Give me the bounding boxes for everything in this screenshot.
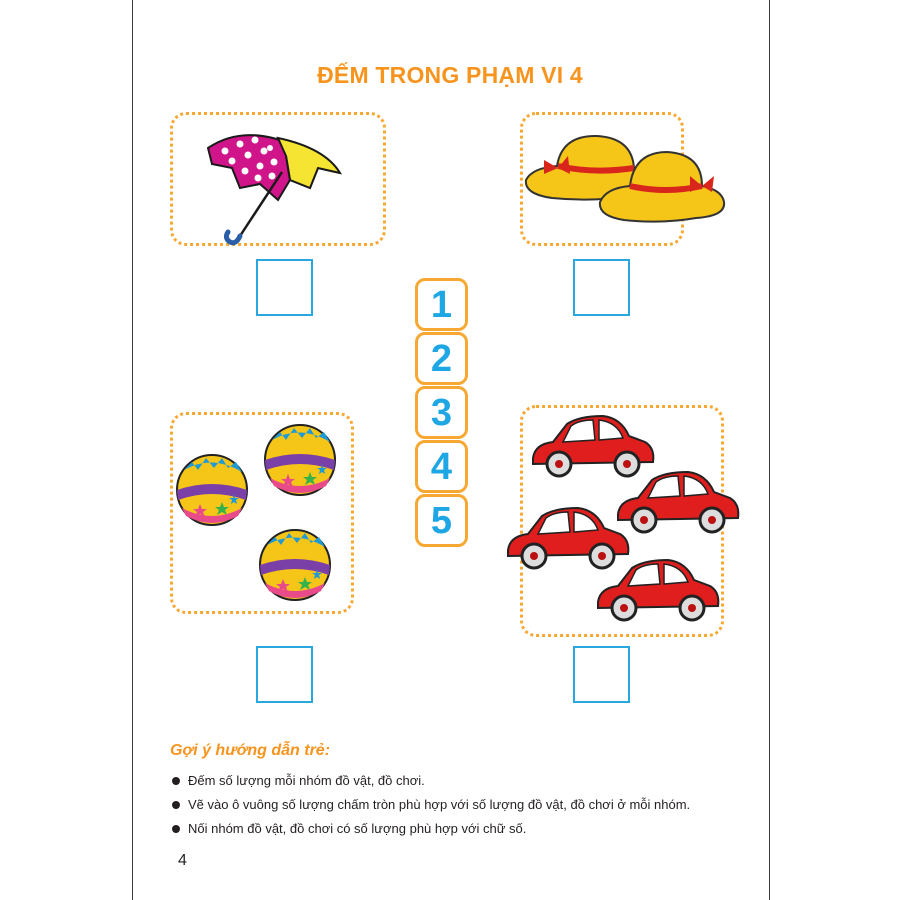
umbrella-icon [190, 118, 360, 248]
number-tile-3[interactable]: 3 [415, 386, 468, 439]
number-tile-5[interactable]: 5 [415, 494, 468, 547]
hint-list [172, 772, 690, 844]
number-tile-1[interactable]: 1 [415, 278, 468, 331]
car-icon [508, 508, 628, 568]
answer-box-cars[interactable] [573, 646, 630, 703]
page-number: 4 [178, 852, 187, 869]
number-tile-4[interactable]: 4 [415, 440, 468, 493]
hint-heading: Gợi ý hướng dẫn trẻ: [170, 742, 331, 759]
car-icon [598, 560, 718, 620]
hint-item: Đếm số lượng mỗi nhóm đồ vật, đồ chơi. [172, 772, 690, 796]
ball-icon [265, 425, 335, 495]
hint-item: Nối nhóm đồ vật, đồ chơi có số lượng phù hợp với chữ số. [172, 820, 690, 844]
answer-box-umbrella[interactable] [256, 259, 313, 316]
ball-icon [177, 455, 247, 525]
number-tile-2[interactable]: 2 [415, 332, 468, 385]
car-icon [533, 416, 653, 476]
hat-icon-pair [522, 130, 752, 230]
page-title: ĐẾM TRONG PHẠM VI 4 [317, 62, 583, 88]
answer-box-hats[interactable] [573, 259, 630, 316]
ball-icon-group [170, 420, 350, 610]
car-icon-group [505, 410, 735, 640]
car-icon [618, 472, 738, 532]
answer-box-balls[interactable] [256, 646, 313, 703]
hint-item: Vẽ vào ô vuông số lượng chấm tròn phù hợp với số lượng đồ vật, đồ chơi ở mỗi nhóm. [172, 796, 690, 820]
ball-icon [260, 530, 330, 600]
